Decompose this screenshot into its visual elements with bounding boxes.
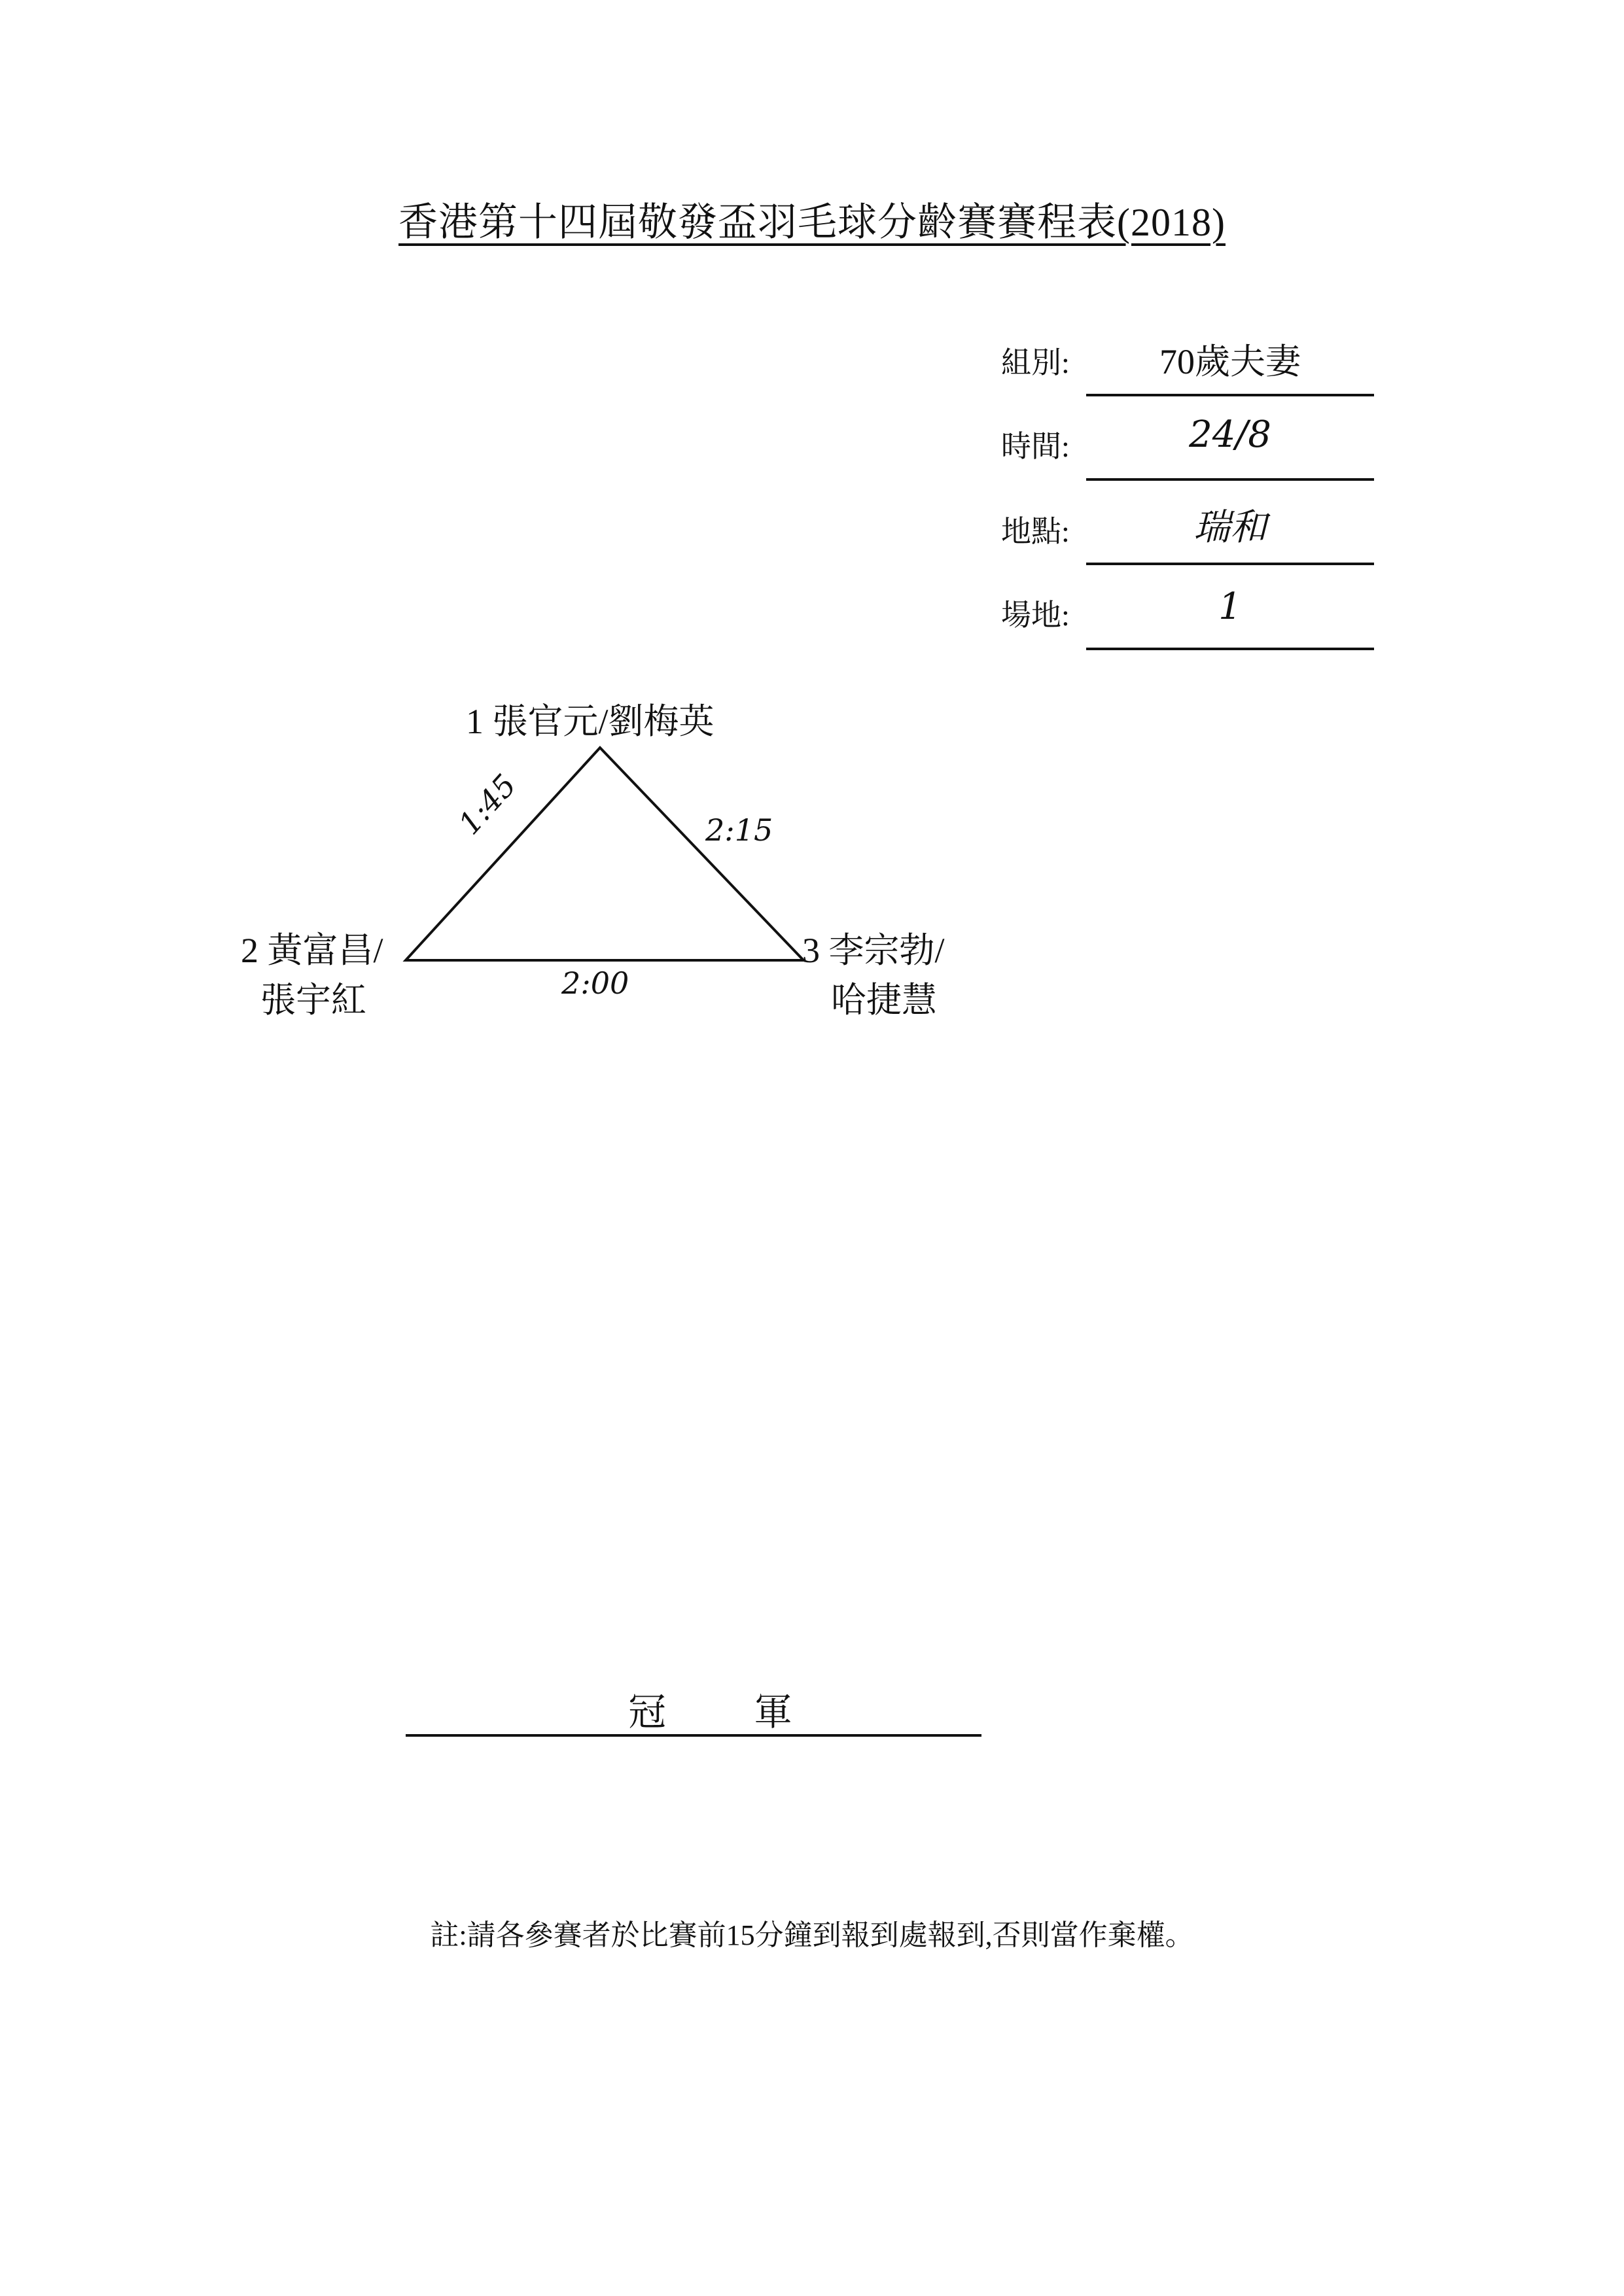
- triangle-outline: [406, 748, 803, 960]
- venue-label: 地點:: [1001, 515, 1070, 548]
- champion-label: 冠 軍: [628, 1691, 832, 1733]
- group-label: 組別:: [1001, 346, 1070, 379]
- venue-value: 瑞和: [1193, 506, 1267, 549]
- player-2-line1: 2 黃富昌/: [241, 931, 383, 970]
- player-1: 1 張官元/劉梅英: [466, 702, 715, 741]
- time-value: 24/8: [1189, 413, 1271, 456]
- court-value: 1: [1218, 585, 1242, 628]
- player-3-line2: 哈捷慧: [831, 981, 937, 1020]
- champion-underline: [406, 1734, 981, 1737]
- match-time-1v3: 2:15: [705, 812, 773, 848]
- group-value: 70歲夫妻: [1159, 342, 1301, 381]
- match-time-1v2: 1:45: [451, 767, 523, 842]
- match-time-2v3: 2:00: [561, 965, 629, 1001]
- player-2-line2: 張宇紅: [260, 981, 366, 1020]
- player-3-line1: 3 李宗勃/: [802, 931, 945, 970]
- court-label: 場地:: [1001, 599, 1070, 632]
- footer-note: 註:請各參賽者於比賽前15分鐘到報到處報到,否則當作棄權。: [430, 1919, 1194, 1951]
- page-title: 香港第十四屆敬發盃羽毛球分齡賽賽程表(2018): [398, 201, 1226, 244]
- time-label: 時間:: [1001, 430, 1070, 463]
